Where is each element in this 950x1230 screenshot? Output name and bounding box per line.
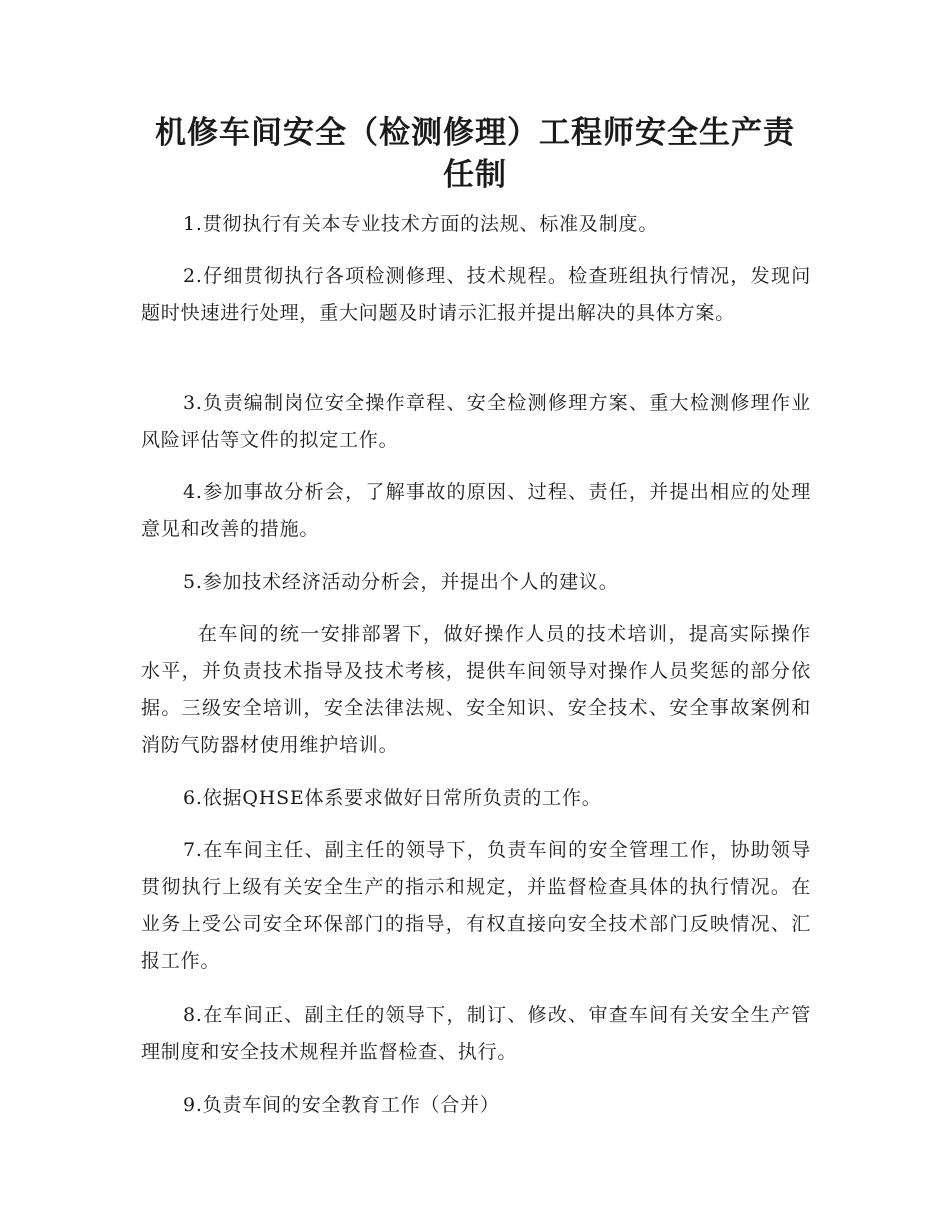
paragraph-4: 4.参加事故分析会，了解事故的原因、过程、责任，并提出相应的处理意见和改善的措施。 xyxy=(141,481,811,540)
document-title: 机修车间安全（检测修理）工程师安全生产责任制 xyxy=(155,115,795,193)
paragraph-2: 2.仔细贯彻执行各项检测修理、技术规程。检查班组执行情况，发现问题时快速进行处理，重大问题及时请示汇报并提出解决的具体方案。 xyxy=(141,265,811,324)
paragraph-8: 8.在车间正、副主任的领导下，制订、修改、审查车间有关安全生产管理制度和安全技术规程并监督检查、执行。 xyxy=(141,1004,811,1063)
paragraph-6: 6.依据QHSE体系要求做好日常所负责的工作。 xyxy=(183,787,602,809)
paragraph-3: 3.负责编制岗位安全操作章程、安全检测修理方案、重大检测修理作业风险评估等文件的拟定工作。 xyxy=(141,392,811,451)
paragraph-7: 7.在车间主任、副主任的领导下，负责车间的安全管理工作，协助领导贯彻执行上级有关安全生产的指示和规定，并监督检查具体的执行情况。在业务上受公司安全环保部门的指导，有权直接向安全技术部门反映情况、汇报工作。 xyxy=(141,839,811,972)
paragraph-5: 5.参加技术经济活动分析会，并提出个人的建议。 xyxy=(183,571,619,593)
paragraph-9: 9.负责车间的安全教育工作（合并） xyxy=(183,1094,500,1116)
paragraph-1: 1.贯彻执行有关本专业技术方面的法规、标准及制度。 xyxy=(183,213,659,235)
paragraph-training: 在车间的统一安排部署下，做好操作人员的技术培训，提高实际操作水平，并负责技术指导及技术考核，提供车间领导对操作人员奖惩的部分依据。三级安全培训，安全法律法规、安全知识、安全技术、安全事故案例和消防气防器材使用维护培训。 xyxy=(141,623,811,756)
